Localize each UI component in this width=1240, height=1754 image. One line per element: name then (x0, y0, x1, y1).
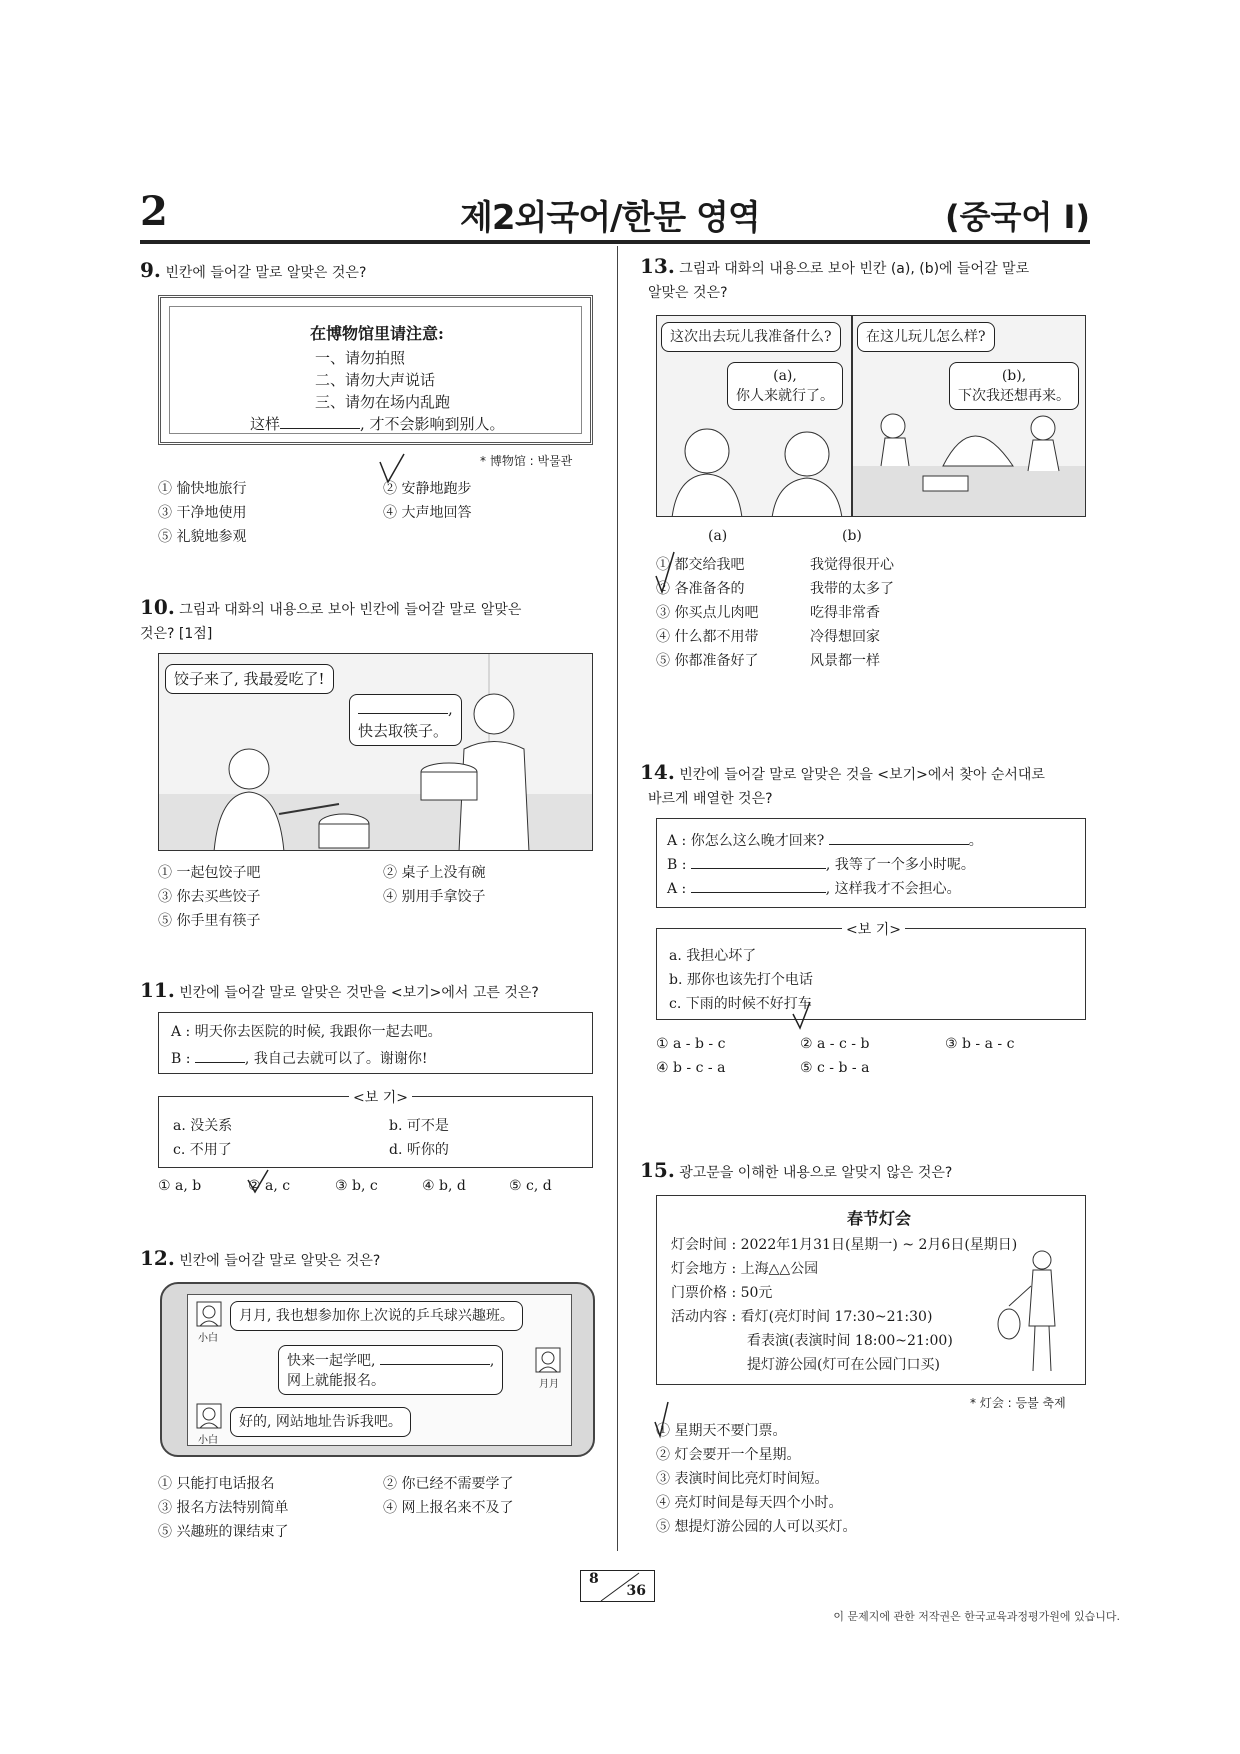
q9-option-1[interactable]: ① 愉快地旅行 (158, 481, 247, 497)
q10-option-2[interactable]: ② 桌子上没有碗 (383, 865, 486, 881)
notice-line: 二、请勿大声说话 (315, 371, 436, 389)
q13-option-4[interactable]: ④ 什么都不用带 (656, 629, 759, 645)
q13-panel-left (656, 315, 852, 517)
q15-option-3[interactable]: ③ 表演时间比亮灯时间短。 (656, 1471, 829, 1487)
q12-option-5[interactable]: ⑤ 兴趣班的课结束了 (158, 1524, 289, 1540)
dialog-line: B : , 我等了一个多小时呢。 (667, 853, 975, 874)
q14-option-3[interactable]: ③ b - a - c (945, 1036, 1015, 1052)
bogi-item: d. 听你的 (389, 1142, 449, 1158)
q13-option-5[interactable]: ⑤ 你都准备好了 (656, 653, 759, 669)
q11-bogi-box (158, 1090, 593, 1168)
q9-option-2[interactable]: ② 安静地跑步 (383, 481, 472, 497)
avatar-xiaobai-icon (196, 1403, 222, 1429)
check-mark-icon (652, 550, 678, 596)
speech-bubble: (b), 下次我还想再来。 (949, 362, 1079, 410)
q10-option-3[interactable]: ③ 你去买些饺子 (158, 889, 261, 905)
q13-option-1-b: 我觉得很开心 (810, 557, 894, 573)
q9-option-5[interactable]: ⑤ 礼貌地参观 (158, 529, 247, 545)
q13-option-2[interactable]: ② 各准备各的 (656, 581, 745, 597)
column-divider (617, 246, 618, 1551)
chat-message: 好的, 网站地址告诉我吧。 (230, 1407, 411, 1437)
q10-option-4[interactable]: ④ 别用手拿饺子 (383, 889, 486, 905)
phone-frame (160, 1282, 595, 1457)
question-14-stem: 14. 빈칸에 들어갈 말로 알맞은 것을 <보기>에서 찾아 순서대로 바르게 배열한 것은? (640, 760, 1045, 807)
page-header (140, 188, 1090, 238)
q15-option-2[interactable]: ② 灯会要开一个星期。 (656, 1447, 801, 1463)
ad-line: 灯会地方 : 上海△△公园 (671, 1261, 819, 1277)
avatar-yueyue-icon (535, 1347, 561, 1373)
q15-option-4[interactable]: ④ 亮灯时间是每天四个小时。 (656, 1495, 843, 1511)
exam-title: 제2외국어/한문 영역 (460, 198, 760, 238)
bogi-item: b. 那你也该先打个电话 (669, 972, 813, 988)
speech-bubble-mom: , 快去取筷子。 (349, 694, 462, 746)
q13-option-1[interactable]: ① 都交给我吧 (656, 557, 745, 573)
q11-option-2[interactable]: ② a, c (248, 1178, 291, 1194)
q12-option-3[interactable]: ③ 报名方法特别简单 (158, 1500, 289, 1516)
q11-dialog-box (158, 1012, 593, 1074)
q14-option-1[interactable]: ① a - b - c (656, 1036, 726, 1052)
question-11-stem: 11. 빈칸에 들어갈 말로 알맞은 것만을 <보기>에서 고른 것은? (140, 978, 539, 1002)
speech-bubble: 这次出去玩儿我准备什么? (661, 322, 841, 352)
q9-option-3[interactable]: ③ 干净地使用 (158, 505, 247, 521)
dialog-line: A : , 这样我才不会担心。 (667, 877, 961, 898)
dialog-line-b: B : , 我自己去就可以了。谢谢你! (171, 1047, 427, 1068)
question-15-stem: 15. 광고문을 이해한 내용으로 알맞지 않은 것은? (640, 1158, 953, 1182)
notice-line: 三、请勿在场内乱跑 (315, 393, 451, 411)
check-mark-icon (790, 1000, 814, 1032)
q9-footnote: * 博物馆 : 박물관 (480, 454, 573, 468)
ad-line: 灯会时间 : 2022年1月31日(星期一) ~ 2月6日(星期日) (671, 1237, 1018, 1253)
q14-option-2[interactable]: ② a - c - b (800, 1036, 870, 1052)
page-indicator: 8 36 (580, 1570, 655, 1602)
bogi-item: c. 不用了 (173, 1142, 232, 1158)
speech-bubble: (a), 你人来就行了。 (727, 362, 843, 410)
q13-panel-right (852, 315, 1086, 517)
question-9-stem: 9. 빈칸에 들어갈 말로 알맞은 것은? (140, 258, 367, 282)
bogi-item: a. 没关系 (173, 1118, 233, 1134)
chat-message: 快来一起学吧, , 网上就能报名。 (278, 1345, 503, 1395)
q13-option-4-b: 冷得想回家 (810, 629, 880, 645)
q13-option-3-b: 吃得非常香 (810, 605, 880, 621)
q15-option-5[interactable]: ⑤ 想提灯游公园的人可以买灯。 (656, 1519, 857, 1535)
question-10-stem: 10. 그림과 대화의 내용으로 보아 빈칸에 들어갈 말로 알맞은 것은? [1점] (140, 595, 522, 642)
notice-sentence: 这样 , 才不会影响到别人。 (250, 415, 505, 433)
dialog-line: A : 你怎么这么晚才回来? 。 (667, 829, 983, 850)
page-number: 2 (140, 188, 168, 235)
q13-option-2-b: 我带的太多了 (810, 581, 894, 597)
museum-notice (158, 295, 593, 445)
lantern-girl-icon (997, 1246, 1067, 1376)
q11-option-1[interactable]: ① a, b (158, 1178, 202, 1194)
speech-bubble-boy: 饺子来了, 我最爱吃了! (165, 664, 334, 694)
q13-option-5-b: 风景都一样 (810, 653, 880, 669)
q11-option-5[interactable]: ⑤ c, d (509, 1178, 552, 1194)
bogi-item: c. 下雨的时候不好打车 (669, 996, 812, 1012)
q14-option-4[interactable]: ④ b - c - a (656, 1060, 726, 1076)
lantern-festival-ad (656, 1195, 1086, 1385)
check-mark-icon (378, 452, 408, 486)
q9-option-4[interactable]: ④ 大声地回答 (383, 505, 472, 521)
name-label: 月月 (539, 1379, 559, 1390)
check-mark-icon (246, 1168, 272, 1196)
avatar-xiaobai-icon (196, 1301, 222, 1327)
speech-bubble: 在这儿玩儿怎么样? (857, 322, 995, 352)
q15-footnote: * 灯会 : 등불 축제 (970, 1396, 1066, 1410)
notice-line: 一、请勿拍照 (315, 349, 406, 367)
q10-illustration (158, 653, 593, 851)
copyright-notice: 이 문제지에 관한 저작권은 한국교육과정평가원에 있습니다. (833, 1610, 1120, 1623)
q10-option-1[interactable]: ① 一起包饺子吧 (158, 865, 261, 881)
dialog-line-a: A : 明天你去医院的时候, 我跟你一起去吧。 (171, 1024, 442, 1040)
ad-title: 春节灯会 (847, 1209, 912, 1228)
q13-option-3[interactable]: ③ 你买点儿肉吧 (656, 605, 759, 621)
column-header-a: (a) (708, 528, 728, 544)
q14-dialog-box (656, 818, 1086, 908)
ad-line: 看表演(表演时间 18:00~21:00) (747, 1333, 953, 1349)
q14-option-5[interactable]: ⑤ c - b - a (800, 1060, 870, 1076)
column-header-b: (b) (842, 528, 862, 544)
question-12-stem: 12. 빈칸에 들어갈 말로 알맞은 것은? (140, 1246, 381, 1270)
q11-option-3[interactable]: ③ b, c (335, 1178, 378, 1194)
bogi-title: <보 기> (349, 1087, 412, 1107)
header-rule (140, 240, 1090, 244)
q14-bogi-box (656, 922, 1086, 1020)
ad-line: 提灯游公园(灯可在公园门口买) (747, 1357, 940, 1373)
exam-subject: (중국어 I) (944, 198, 1090, 236)
chat-message: 月月, 我也想参加你上次说的乒乓球兴趣班。 (230, 1301, 523, 1331)
phone-screen (187, 1294, 572, 1446)
bogi-title: <보 기> (842, 919, 905, 939)
q15-option-1[interactable]: ① 星期天不要门票。 (656, 1423, 787, 1439)
notice-title: 在博物馆里请注意: (310, 324, 444, 343)
q11-option-4[interactable]: ④ b, d (422, 1178, 466, 1194)
bogi-item: a. 我担心坏了 (669, 948, 757, 964)
name-label: 小白 (198, 1333, 218, 1344)
q12-option-1[interactable]: ① 只能打电话报名 (158, 1476, 275, 1492)
bogi-item: b. 可不是 (389, 1118, 449, 1134)
q12-option-4[interactable]: ④ 网上报名来不及了 (383, 1500, 514, 1516)
name-label: 小白 (198, 1435, 218, 1446)
q10-option-5[interactable]: ⑤ 你手里有筷子 (158, 913, 261, 929)
question-13-stem: 13. 그림과 대화의 내용으로 보아 빈칸 (a), (b)에 들어갈 말로 알맞은 것은? (640, 254, 1030, 301)
check-mark-icon (652, 1400, 674, 1440)
q12-option-2[interactable]: ② 你已经不需要学了 (383, 1476, 514, 1492)
ad-line: 门票价格 : 50元 (671, 1285, 773, 1301)
ad-line: 活动内容 : 看灯(亮灯时间 17:30~21:30) (671, 1309, 933, 1325)
